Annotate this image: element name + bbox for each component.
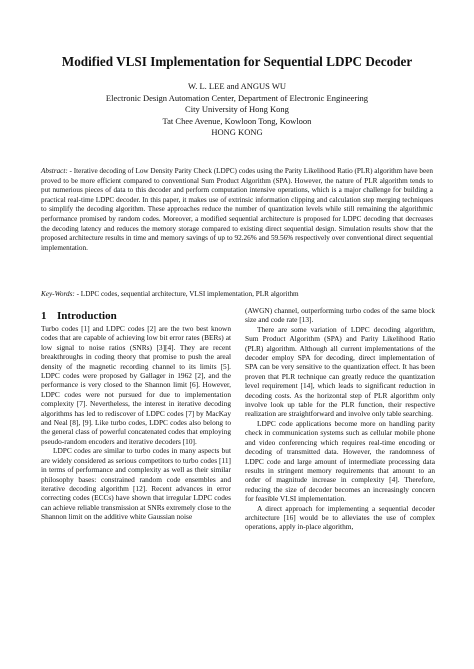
keywords-label: Key-Words: <box>41 290 75 298</box>
section-number: 1 <box>41 310 47 322</box>
author-names: W. L. LEE and ANGUS WU <box>188 81 286 91</box>
affiliation-line: HONG KONG <box>211 127 263 138</box>
paper-title: Modified VLSI Implementation for Sequential LDPC Decoder <box>61 54 413 69</box>
abstract-label: Abstract: <box>41 167 68 175</box>
affiliation-line: Tat Chee Avenue, Kowloon Tong, Kowloon <box>162 115 312 126</box>
paragraph: LDPC code applications become more on handling parity check in communication systems such as cellular mobile phone and video conferencing which requires real-time encoding or decoding of transmitted data. However, the randomness of LDPC code and large amount of intermediate processing data results in stringent memory requirements that amount to an order of magnitude increase in complexity [4]. Therefore, reducing the size of decoder becomes an increasingly concern for feasible VLSI implementation. <box>245 418 435 504</box>
abstract-text: - Iterative decoding of Low Density Parity Check (LDPC) codes using the Parity Likelihood Ratio (PLR) algorithm have been proved to be more efficient compared to conventional Sum Product Algorithm (SPA). However, the nature of PLR algorithm tends to put numerious pieces of data to this decoder and perform computation intensive operations, which is a major challenge for building a practical real-time LDPC decoder. In this paper, it makes use of extrinsic information clipping and calculation step merging techniques to simplify the decoding algorithm. These approaches reduce the number of quantization levels while still remaining the algorithmic performance promised by random codes. Moreover, a modified sequential architecture is proposed for LDPC decoding that decreases the decoding latency and reduces the memory storage compared to existing direct sequential design. Simulation results show that the proposed architecture results in time and memory savings of up to 92.26% and 59.56% respectively over conventional direct sequential implementation. <box>41 167 433 252</box>
paragraph: LDPC codes are similar to turbo codes in many aspects but are widely considered as serious competitors to turbo codes [11] in terms of performance and complexity as well as their similar philosophy bases: constrained random code ensembles and iterative decoding algorithm [12]. Recent advances in error correcting codes (ECCs) have shown that irregular LDPC codes can achieve reliable transmission at SNRs extremely close to the Shannon limit on the additive white Gaussian noise <box>41 446 231 522</box>
paragraph: Turbo codes [1] and LDPC codes [2] are the two best known codes that are capable of achieving low bit error rates (BERs) at low signal to noise ratios (SNRs) [3][4]. They are recent breakthroughs in coding theory that promise to push the areal density of the magnetic recording channel to its limits [5]. LDPC codes were proposed by Gallager in 1962 [2], and the performance is very closed to the Shannon limit [6]. However, LDPC codes were not pursued for due to implementation complexity [7]. Nevertheless, the interest in iterative decoding algorithms has led to rediscover of LDPC codes [7] by MacKay and Neal [8], [9]. Like turbo codes, LDPC codes also belong to the general class of powerful concatenated codes that employing pseudo-random encoders and iterative decoders [10]. <box>41 324 231 446</box>
affiliation-line: Electronic Design Automation Center, Department of Electronic Engineering <box>105 92 369 103</box>
section-heading <box>41 310 117 323</box>
abstract <box>41 167 433 253</box>
right-column <box>245 306 435 640</box>
keywords <box>41 290 433 300</box>
section-title: Introduction <box>57 310 117 322</box>
author-block <box>40 81 434 139</box>
paragraph: (AWGN) channel, outperforming turbo codes of the same block size and code rate [13]. <box>245 306 435 325</box>
keywords-text: - LDPC codes, sequential architecture, VLSI implementation, PLR algorithm <box>74 290 299 298</box>
affiliation-line: City University of Hong Kong <box>185 104 289 115</box>
paragraph: There are some variation of LDPC decoding algorithm, Sum Product Algorithm (SPA) and Parity Likelihood Ratio (PLR) algorithm. Although all current implementations of the decoder employ SPA for decoding, direct implementation of SPA can be very sensitive to the quantization effect. It has been proven that PLR technique can greatly reduce the quantization level requirement [14], which leads to significant reduction in decoding costs. As the horizontal step of PLR algorithm only involve look up table for the PLR function, their respective realization are straightforward and involve only table searching. <box>245 324 435 419</box>
paragraph: A direct approach for implementing a sequential decoder architecture [16] would be to alleviates the use of complex operations, apply in-place algorithm, <box>245 503 435 532</box>
left-column <box>41 324 231 640</box>
